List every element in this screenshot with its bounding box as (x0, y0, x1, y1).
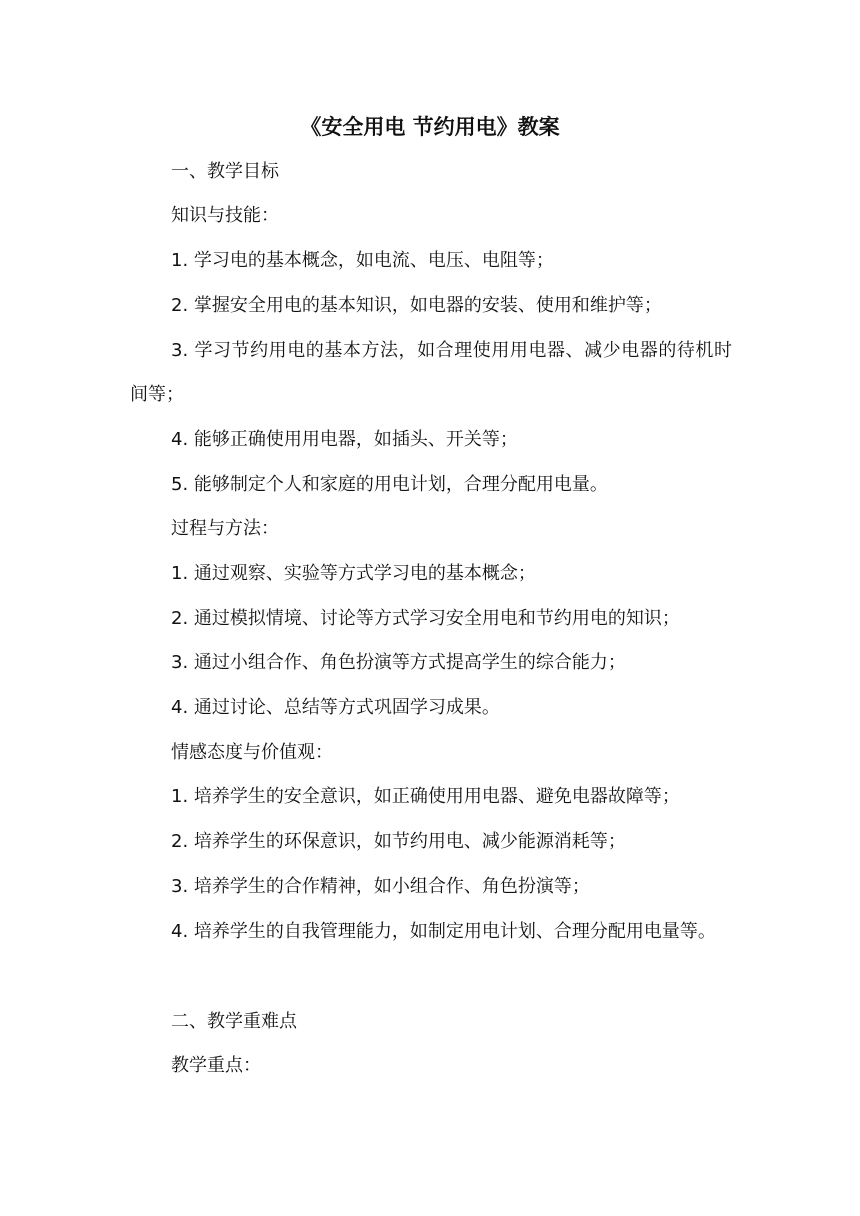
list-item: 1. 学习电的基本概念，如电流、电压、电阻等； (171, 250, 554, 271)
subheading-process-methods: 过程与方法： (171, 518, 279, 539)
list-item: 2. 通过模拟情境、讨论等方式学习安全用电和节约用电的知识； (171, 608, 680, 629)
list-item: 2. 掌握安全用电的基本知识，如电器的安装、使用和维护等； (171, 295, 662, 316)
subheading-attitude-values: 情感态度与价值观： (171, 742, 333, 763)
list-item: 4. 通过讨论、总结等方式巩固学习成果。 (171, 697, 500, 718)
list-item: 4. 能够正确使用用电器，如插头、开关等； (171, 429, 518, 450)
list-item: 4. 培养学生的自我管理能力，如制定用电计划、合理分配用电量等。 (171, 921, 716, 942)
list-item: 5. 能够制定个人和家庭的用电计划，合理分配用电量。 (171, 474, 608, 495)
list-item: 1. 通过观察、实验等方式学习电的基本概念； (171, 563, 536, 584)
subheading-knowledge-skills: 知识与技能： (171, 205, 279, 226)
subheading-teaching-focus: 教学重点： (171, 1055, 261, 1076)
list-item: 1. 培养学生的安全意识，如正确使用用电器、避免电器故障等； (171, 786, 680, 807)
list-item: 3. 培养学生的合作精神，如小组合作、角色扮演等； (171, 876, 590, 897)
list-item: 3. 学习节约用电的基本方法，如合理使用用电器、减少电器的待机时间等； (130, 340, 732, 405)
section-heading-teaching-goals: 一、教学目标 (171, 161, 279, 182)
list-item: 2. 培养学生的环保意识，如节约用电、减少能源消耗等； (171, 831, 626, 852)
list-item: 3. 通过小组合作、角色扮演等方式提高学生的综合能力； (171, 652, 626, 673)
document-title: 《安全用电 节约用电》教案 (300, 115, 560, 139)
section-heading-key-difficult-points: 二、教学重难点 (171, 1011, 297, 1032)
